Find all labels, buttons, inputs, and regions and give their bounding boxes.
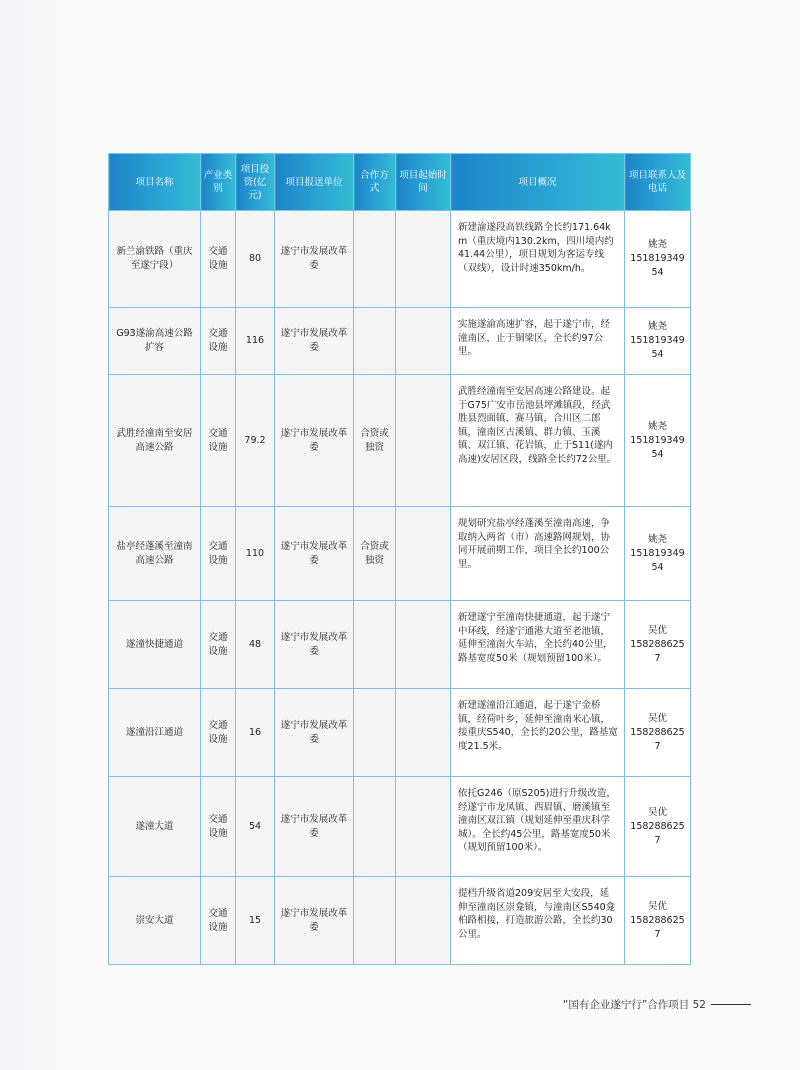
footer-rule bbox=[711, 1004, 751, 1005]
industry-cell: 交通设施 bbox=[201, 375, 236, 507]
unit-cell: 遂宁市发展改革委 bbox=[275, 308, 354, 375]
table-row bbox=[109, 601, 691, 689]
start-time-cell bbox=[396, 507, 451, 601]
header-summary: 项目概况 bbox=[451, 154, 625, 211]
summary-cell: 提档升级省道209安居至大安段，延伸至潼南区崇龛镇，与潼南区S540龛柏路相接，打造旅游公路，全长约30公里。 bbox=[451, 877, 625, 965]
unit-cell: 遂宁市发展改革委 bbox=[275, 777, 354, 877]
unit-cell: 遂宁市发展改革委 bbox=[275, 375, 354, 507]
contact-cell bbox=[625, 308, 691, 375]
mode-cell bbox=[354, 308, 396, 375]
unit-cell: 遂宁市发展改革委 bbox=[275, 689, 354, 777]
contact-cell bbox=[625, 689, 691, 777]
table-header-row bbox=[109, 154, 691, 211]
contact-phone: 1582886257 bbox=[630, 726, 685, 752]
contact-phone: 1582886257 bbox=[630, 638, 685, 664]
contact-phone: 15181934954 bbox=[630, 547, 685, 573]
summary-cell: 新建遂潼沿江通道，起于遂宁金桥镇，经荷叶乡，延伸至潼南米心镇，接重庆S540，全长约20公里，路基宽度21.5米。 bbox=[451, 689, 625, 777]
project-name-cell: 武胜经潼南至安居高速公路 bbox=[109, 375, 201, 507]
start-time-cell bbox=[396, 211, 451, 308]
industry-cell: 交通设施 bbox=[201, 689, 236, 777]
start-time-cell bbox=[396, 777, 451, 877]
page-number: 52 bbox=[692, 999, 706, 1011]
contact-cell bbox=[625, 877, 691, 965]
contact-phone: 1582886257 bbox=[630, 820, 685, 846]
contact-name: 姚尧 bbox=[647, 533, 667, 545]
summary-cell: 规划研究盐亭经蓬溪至潼南高速，争取纳入两省（市）高速路网规划，协同开展前期工作，项目全长约100公里。 bbox=[451, 507, 625, 601]
summary-cell: 实施遂渝高速扩容，起于遂宁市，经潼南区，止于铜梁区，全长约97公里。 bbox=[451, 308, 625, 375]
industry-cell: 交通设施 bbox=[201, 211, 236, 308]
header-investment: 项目投资(亿元) bbox=[236, 154, 275, 211]
projects-table bbox=[108, 153, 691, 965]
contact-cell bbox=[625, 211, 691, 308]
start-time-cell bbox=[396, 375, 451, 507]
contact-cell bbox=[625, 375, 691, 507]
contact-cell bbox=[625, 601, 691, 689]
contact-name: 吴优 bbox=[647, 900, 667, 912]
industry-cell: 交通设施 bbox=[201, 601, 236, 689]
investment-cell: 116 bbox=[236, 308, 275, 375]
industry-cell: 交通设施 bbox=[201, 877, 236, 965]
summary-cell: 新建遂宁至潼南快捷通道，起于遂宁中环线，经遂宁通港大道至老池镇，延伸至潼南火车站，全长约40公里，路基宽度50米（规划预留100米）。 bbox=[451, 601, 625, 689]
page-footer bbox=[563, 997, 706, 1012]
table-row bbox=[109, 507, 691, 601]
summary-cell: 新建渝遂段高铁线路全长约171.64km（重庆境内130.2km，四川境内约41.44公里），项目规划为客运专线（双线），设计时速350km/h。 bbox=[451, 211, 625, 308]
start-time-cell bbox=[396, 601, 451, 689]
footer-text: “国有企业遂宁行”合作项目 bbox=[562, 999, 690, 1011]
project-name-cell: 遂潼大道 bbox=[109, 777, 201, 877]
investment-cell: 16 bbox=[236, 689, 275, 777]
summary-cell: 武胜经潼南至安居高速公路建设。起于G75广安市岳池县坪滩镇段，经武胜县烈面镇、赛马镇，合川区二郎镇，潼南区古溪镇、群力镇、玉溪镇、双江镇、花岩镇，止于S11(遂内高速)安居区段，线路全长约72公里。 bbox=[451, 375, 625, 507]
contact-name: 吴优 bbox=[647, 806, 667, 818]
contact-name: 姚尧 bbox=[647, 239, 667, 250]
investment-cell: 79.2 bbox=[236, 375, 275, 507]
contact-cell bbox=[625, 777, 691, 877]
contact-name: 吴优 bbox=[647, 624, 667, 636]
contact-phone: 15181934954 bbox=[630, 253, 685, 278]
table-row bbox=[109, 877, 691, 965]
investment-cell: 15 bbox=[236, 877, 275, 965]
contact-phone: 15181934954 bbox=[630, 434, 685, 460]
contact-name: 吴优 bbox=[647, 712, 667, 724]
project-name-cell: 遂潼沿江通道 bbox=[109, 689, 201, 777]
header-industry: 产业类别 bbox=[201, 154, 236, 211]
project-name-cell: 新兰渝铁路（重庆至遂宁段） bbox=[109, 211, 201, 308]
unit-cell: 遂宁市发展改革委 bbox=[275, 211, 354, 308]
header-unit: 项目报送单位 bbox=[275, 154, 354, 211]
contact-name: 姚尧 bbox=[647, 420, 667, 432]
header-name: 项目名称 bbox=[109, 154, 201, 211]
unit-cell: 遂宁市发展改革委 bbox=[275, 877, 354, 965]
mode-cell bbox=[354, 877, 396, 965]
investment-cell: 110 bbox=[236, 507, 275, 601]
unit-cell: 遂宁市发展改革委 bbox=[275, 601, 354, 689]
table-row bbox=[109, 777, 691, 877]
investment-cell: 54 bbox=[236, 777, 275, 877]
mode-cell bbox=[354, 689, 396, 777]
project-name-cell: 盐亭经蓬溪至潼南高速公路 bbox=[109, 507, 201, 601]
mode-cell bbox=[354, 211, 396, 308]
unit-cell: 遂宁市发展改革委 bbox=[275, 507, 354, 601]
table-row bbox=[109, 689, 691, 777]
mode-cell: 合资或独资 bbox=[354, 375, 396, 507]
industry-cell: 交通设施 bbox=[201, 308, 236, 375]
contact-name: 姚尧 bbox=[647, 321, 667, 332]
investment-cell: 80 bbox=[236, 211, 275, 308]
table-row bbox=[109, 308, 691, 375]
summary-cell: 依托G246（原S205)进行升级改造，经遂宁市龙凤镇、西眉镇、磨溪镇至潼南区双江镇（规划延伸至重庆科学城）。全长约45公里，路基宽度50米（规划预留100米）。 bbox=[451, 777, 625, 877]
mode-cell: 合资或独资 bbox=[354, 507, 396, 601]
mode-cell bbox=[354, 777, 396, 877]
header-mode: 合作方式 bbox=[354, 154, 396, 211]
start-time-cell bbox=[396, 308, 451, 375]
header-contact: 项目联系人及电话 bbox=[625, 154, 691, 211]
contact-phone: 1582886257 bbox=[630, 914, 685, 940]
industry-cell: 交通设施 bbox=[201, 507, 236, 601]
industry-cell: 交通设施 bbox=[201, 777, 236, 877]
project-name-cell: 遂潼快捷通道 bbox=[109, 601, 201, 689]
project-name-cell: G93遂渝高速公路扩容 bbox=[109, 308, 201, 375]
project-name-cell: 崇安大道 bbox=[109, 877, 201, 965]
mode-cell bbox=[354, 601, 396, 689]
header-start: 项目起始时间 bbox=[396, 154, 451, 211]
start-time-cell bbox=[396, 877, 451, 965]
contact-phone: 15181934954 bbox=[630, 335, 685, 360]
start-time-cell bbox=[396, 689, 451, 777]
table-row bbox=[109, 375, 691, 507]
table-row bbox=[109, 211, 691, 308]
contact-cell bbox=[625, 507, 691, 601]
investment-cell: 48 bbox=[236, 601, 275, 689]
